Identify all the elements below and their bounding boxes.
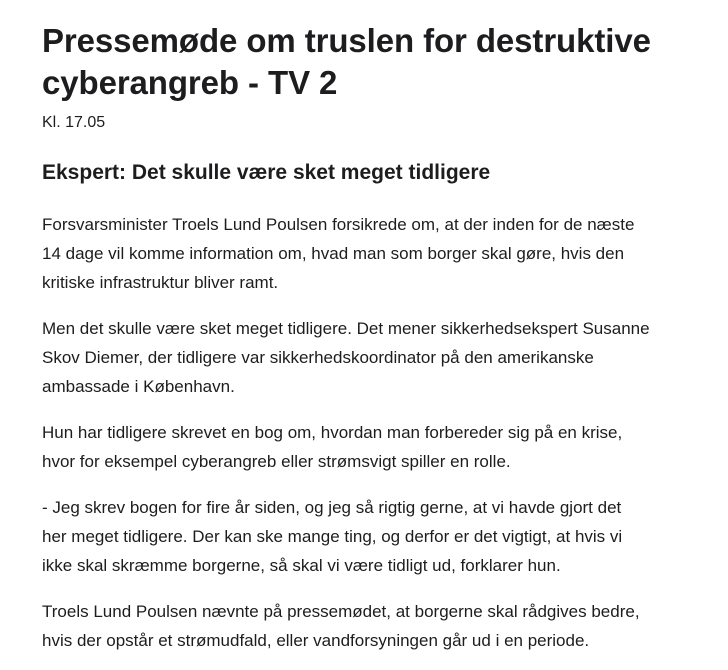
- article: [42, 20, 702, 655]
- paragraph-line: her meget tidligere. Der kan ske mange ting, og derfor er det vigtigt, at hvis vi: [42, 527, 623, 546]
- paragraph-line: 14 dage vil komme information om, hvad man som borger skal gøre, hvis den: [42, 244, 625, 263]
- article-title: [42, 20, 702, 104]
- article-paragraph: [42, 493, 702, 580]
- paragraph-line: ambassade i København.: [42, 377, 235, 396]
- article-title-line: Pressemøde om truslen for destruktive: [42, 22, 651, 59]
- paragraph-line: hvis der opstår et strømudfald, eller vandforsyningen går ud i en periode.: [42, 631, 590, 650]
- article-subheading: Ekspert: Det skulle være sket meget tidligere: [42, 161, 491, 184]
- paragraph-line: ikke skal skræmme borgerne, så skal vi være tidligt ud, forklarer hun.: [42, 556, 561, 575]
- paragraph-line: Troels Lund Poulsen nævnte på pressemødet, at borgerne skal rådgives bedre,: [42, 602, 640, 621]
- paragraph-line: hvor for eksempel cyberangreb eller strømsvigt spiller en rolle.: [42, 452, 511, 471]
- article-title-line: cyberangreb - TV 2: [42, 64, 338, 101]
- paragraph-line: - Jeg skrev bogen for fire år siden, og jeg så rigtig gerne, at vi havde gjort det: [42, 498, 622, 517]
- article-timestamp: Kl. 17.05: [42, 114, 106, 131]
- paragraph-line: Forsvarsminister Troels Lund Poulsen forsikrede om, at der inden for de næste: [42, 215, 635, 234]
- paragraph-line: Hun har tidligere skrevet en bog om, hvordan man forbereder sig på en krise,: [42, 423, 623, 442]
- article-paragraph: [42, 210, 702, 297]
- article-paragraph: [42, 314, 702, 401]
- article-paragraph: [42, 418, 702, 476]
- article-paragraph: [42, 597, 702, 655]
- paragraph-line: kritiske infrastruktur bliver ramt.: [42, 273, 279, 292]
- paragraph-line: Men det skulle være sket meget tidligere. Det mener sikkerhedsekspert Susanne: [42, 319, 650, 338]
- paragraph-line: Skov Diemer, der tidligere var sikkerhedskoordinator på den amerikanske: [42, 348, 594, 367]
